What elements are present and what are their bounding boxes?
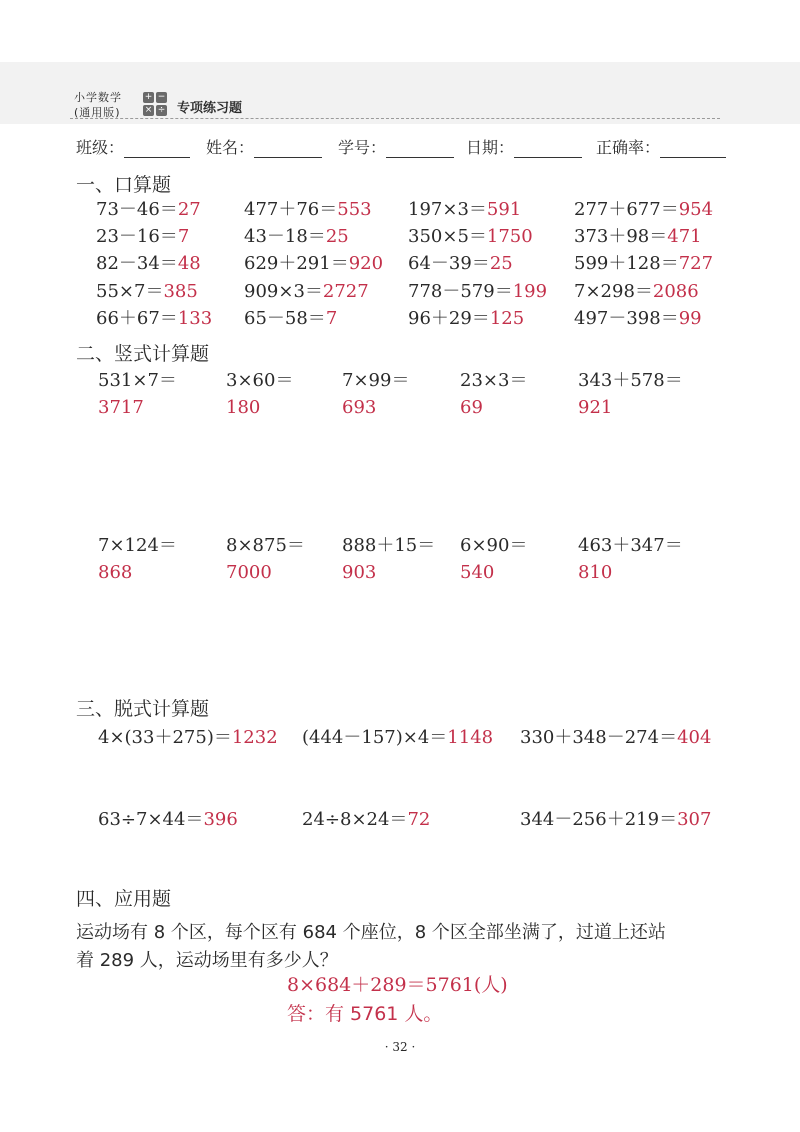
answer: 385 [163, 281, 198, 302]
answer: 1148 [447, 727, 494, 748]
expression: (444－157)×4＝ [302, 727, 448, 748]
oral-item [574, 281, 699, 303]
student-no-blank[interactable] [386, 141, 454, 158]
answer: 25 [489, 253, 513, 274]
oral-item [244, 253, 383, 275]
expression: 7×99＝ [342, 370, 410, 391]
expression: 24÷8×24＝ [302, 809, 408, 830]
expression: 73－46＝ [96, 199, 178, 220]
expression: 3×60＝ [226, 370, 294, 391]
expression: 6×90＝ [460, 535, 528, 556]
name-blank[interactable] [254, 141, 322, 158]
answer: 903 [342, 562, 377, 583]
expression: 477＋76＝ [244, 199, 338, 220]
expression: 96＋29＝ [408, 308, 490, 329]
multiply-icon: × [144, 105, 153, 115]
vertical-item [226, 535, 305, 557]
answer: 920 [348, 253, 384, 274]
answer: 72 [407, 809, 431, 830]
answer: 1232 [231, 727, 278, 748]
oral-item [574, 226, 702, 248]
answer: 404 [677, 727, 712, 748]
answer: 125 [489, 308, 525, 329]
answer: 868 [98, 562, 133, 583]
expression: 64－39＝ [408, 253, 490, 274]
word-problem-line2: 着 289 人，运动场里有多少人？ [76, 950, 338, 971]
info-accuracy: 正确率： [596, 135, 726, 158]
oral-item [96, 226, 189, 248]
expression: 43－18＝ [244, 226, 326, 247]
minus-icon: − [157, 92, 166, 102]
answer: 180 [226, 397, 261, 418]
oral-item [574, 308, 702, 330]
answer: 396 [203, 809, 238, 830]
step-item [520, 727, 711, 749]
divide-icon: ÷ [157, 105, 166, 115]
answer: 954 [678, 199, 714, 220]
answer: 921 [578, 397, 613, 418]
expression: 197×3＝ [408, 199, 487, 220]
expression: 778－579＝ [408, 281, 513, 302]
expression: 66＋67＝ [96, 308, 178, 329]
expression: 277＋677＝ [574, 199, 679, 220]
oral-item [244, 308, 337, 330]
expression: 63÷7×44＝ [98, 809, 204, 830]
oral-item [408, 199, 521, 221]
series-edition: (通用版) [74, 106, 121, 119]
vertical-item [98, 535, 177, 557]
expression: 888＋15＝ [342, 535, 436, 556]
info-student-no: 学号： [338, 135, 454, 158]
step-item [98, 809, 238, 831]
answer: 7 [177, 226, 190, 247]
oral-item [408, 308, 524, 330]
expression: 599＋128＝ [574, 253, 679, 274]
step-item [520, 809, 711, 831]
answer: 591 [486, 199, 522, 220]
expression: 55×7＝ [96, 281, 164, 302]
header-divider [70, 118, 720, 119]
answer: 99 [678, 308, 702, 329]
accuracy-blank[interactable] [660, 141, 726, 158]
answer: 727 [678, 253, 714, 274]
vertical-item [342, 535, 435, 557]
expression: 8×875＝ [226, 535, 305, 556]
expression: 65－58＝ [244, 308, 326, 329]
answer: 133 [177, 308, 213, 329]
series-label [74, 90, 122, 120]
vertical-item [578, 370, 683, 392]
vertical-item [226, 370, 293, 392]
section-word-heading: 四、应用题 [76, 888, 172, 910]
answer: 540 [460, 562, 495, 583]
section-oral-heading: 一、口算题 [76, 174, 172, 196]
expression: 7×298＝ [574, 281, 653, 302]
expression: 629＋291＝ [244, 253, 349, 274]
vertical-item [342, 370, 409, 392]
info-date: 日期： [466, 135, 582, 158]
answer: 693 [342, 397, 377, 418]
expression: 463＋347＝ [578, 535, 683, 556]
vertical-item [98, 370, 177, 392]
word-problem-line1: 运动场有 8 个区，每个区有 684 个座位，8 个区全部坐满了，过道上还站 [76, 922, 666, 943]
expression: 343＋578＝ [578, 370, 683, 391]
word-answer: 答：有 5761 人。 [287, 1003, 443, 1025]
oral-item [574, 253, 713, 275]
oral-item [96, 199, 201, 221]
date-blank[interactable] [514, 141, 582, 158]
expression: 4×(33＋275)＝ [98, 727, 232, 748]
answer: 3717 [98, 397, 144, 418]
answer: 471 [667, 226, 702, 247]
oral-item [96, 308, 212, 330]
vertical-item [460, 370, 527, 392]
oral-item [244, 281, 369, 303]
answer: 553 [337, 199, 372, 220]
oral-item [574, 199, 713, 221]
answer: 48 [177, 253, 201, 274]
oral-item [244, 199, 372, 221]
expression: 23－16＝ [96, 226, 178, 247]
step-item [302, 809, 430, 831]
info-name: 姓名： [206, 135, 322, 158]
expression: 82－34＝ [96, 253, 178, 274]
answer: 307 [677, 809, 712, 830]
class-blank[interactable] [124, 141, 190, 158]
step-item [98, 727, 278, 749]
worksheet-title: 专项练习题 [177, 101, 243, 116]
step-item [302, 727, 493, 749]
expression: 531×7＝ [98, 370, 177, 391]
info-class: 班级： [76, 135, 190, 158]
expression: 344－256＋219＝ [520, 809, 678, 830]
answer: 2086 [652, 281, 699, 302]
answer: 199 [512, 281, 548, 302]
oral-item [96, 281, 198, 303]
oral-item [408, 226, 533, 248]
expression: 373＋98＝ [574, 226, 668, 247]
page-number: · 32 · [384, 1040, 416, 1054]
section-vertical-heading: 二、竖式计算题 [76, 343, 210, 365]
answer: 25 [325, 226, 349, 247]
oral-item [408, 253, 513, 275]
vertical-item [460, 535, 527, 557]
expression: 330＋348－274＝ [520, 727, 678, 748]
answer: 810 [578, 562, 613, 583]
section-step-heading: 三、脱式计算题 [76, 698, 210, 720]
answer: 1750 [486, 226, 533, 247]
series-title: 小学数学 [74, 91, 122, 104]
expression: 350×5＝ [408, 226, 487, 247]
oral-item [96, 253, 201, 275]
plus-icon: + [144, 92, 153, 102]
word-solution: 8×684＋289＝5761(人) [287, 974, 508, 996]
answer: 7000 [226, 562, 272, 583]
expression: 23×3＝ [460, 370, 528, 391]
expression: 7×124＝ [98, 535, 177, 556]
answer: 27 [177, 199, 201, 220]
vertical-item [578, 535, 683, 557]
answer: 69 [460, 397, 483, 418]
oral-item [244, 226, 349, 248]
answer: 2727 [322, 281, 369, 302]
expression: 497－398＝ [574, 308, 679, 329]
expression: 909×3＝ [244, 281, 323, 302]
answer: 7 [325, 308, 338, 329]
oral-item [408, 281, 547, 303]
